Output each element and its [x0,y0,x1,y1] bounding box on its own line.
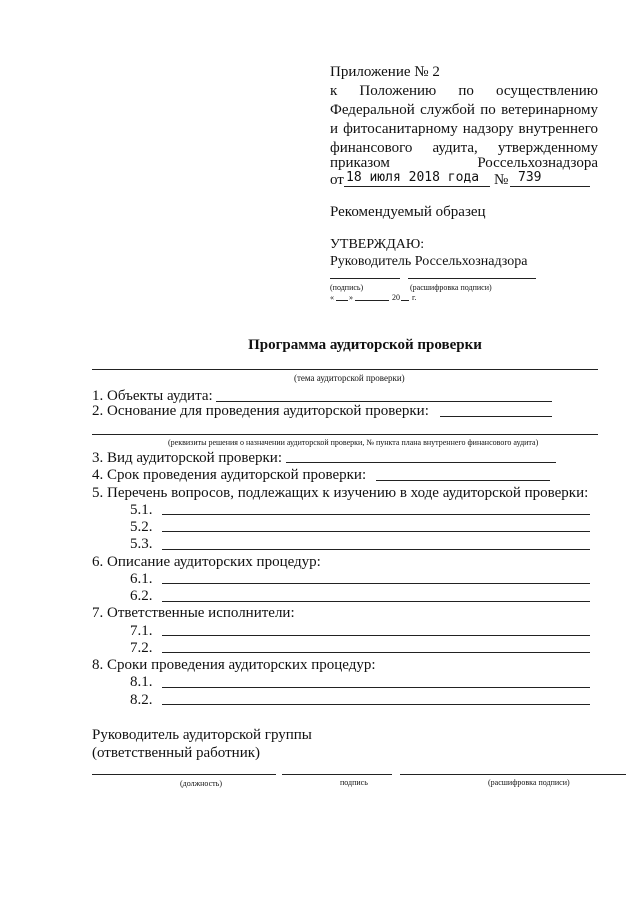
approve-decode-caption: (расшифровка подписи) [410,283,492,292]
appendix-word: приказом [330,155,390,171]
sub-item-6-1: 6.1. [130,571,153,587]
appendix-word: аудита, [432,140,478,156]
appendix-date: 18 июля 2018 года [346,170,480,185]
sub-item-7-1-line [162,635,590,636]
appendix-word: по [458,83,474,99]
sub-item-8-1-line [162,687,590,688]
approve-position: Руководитель Россельхознадзора [330,254,528,269]
sub-item-7-2-line [162,652,590,653]
approve-sign-caption: (подпись) [330,283,364,292]
sub-item-6-2: 6.2. [130,588,153,604]
appendix-line-2 [330,82,598,101]
appendix-date-line [344,186,490,187]
approve-date-close: » [349,293,353,302]
approve-day-line [336,300,348,301]
appendix-number: 739 [518,170,542,185]
item-term-line [376,480,550,481]
item-objects-label: 1. Объекты аудита: [92,388,213,404]
sub-item-5-2: 5.2. [130,519,153,535]
approve-decode-line [408,278,536,279]
item-executors-label: 7. Ответственные исполнители: [92,605,295,621]
sub-item-8-2: 8.2. [130,692,153,708]
footer-subhead: (ответственный работник) [92,745,261,761]
approve-date-open: « [330,293,334,302]
item-type-label: 3. Вид аудиторской проверки: [92,450,283,466]
appendix-line-3: Федеральной службой по ветеринарному [330,102,598,118]
appendix-word: Положению [359,83,437,99]
topic-line [92,369,598,370]
footer-head: Руководитель аудиторской группы [92,727,312,743]
page-title: Программа аудиторской проверки [248,337,482,353]
appendix-from-prefix: от [330,172,344,188]
appendix-word: к [330,83,338,99]
item-term-label: 4. Срок проведения аудиторской проверки: [92,467,367,483]
sub-item-5-1: 5.1. [130,502,153,518]
footer-position-caption: (должность) [180,779,222,788]
sub-item-7-2: 7.2. [130,640,153,656]
item-basis-line-2 [92,434,598,435]
appendix-number-prefix: № [494,172,509,188]
topic-caption: (тема аудиторской проверки) [294,373,405,383]
footer-decode-line [400,774,626,775]
sub-item-7-1: 7.1. [130,623,153,639]
approve-month-line [355,300,389,301]
item-basis-line [440,416,552,417]
sub-item-6-2-line [162,601,590,602]
sample-label: Рекомендуемый образец [330,204,486,220]
approve-year-suffix: г. [412,293,417,302]
footer-decode-caption: (расшифровка подписи) [488,778,570,787]
item-deadlines-label: 8. Сроки проведения аудиторских процедур: [92,657,376,673]
item-basis-label: 2. Основание для проведения аудиторской проверки: [92,403,429,419]
sub-item-8-1: 8.1. [130,674,153,690]
approve-year: 20 [392,293,400,302]
appendix-line-4: и фитосанитарному надзору внутреннего [330,121,598,137]
approve-heading: УТВЕРЖДАЮ: [330,237,425,252]
footer-position-line [92,774,276,775]
sub-item-8-2-line [162,704,590,705]
sub-item-5-1-line [162,514,590,515]
appendix-number-line [510,186,590,187]
appendix-word: осуществлению [496,83,598,99]
item-type-line [286,462,556,463]
item-questions-label: 5. Перечень вопросов, подлежащих к изучению в ходе аудиторской проверки: [92,485,589,501]
sub-item-6-1-line [162,583,590,584]
footer-sign-line [282,774,392,775]
footer-sign-caption: подпись [340,778,368,787]
item-procedures-label: 6. Описание аудиторских процедур: [92,554,321,570]
approve-sign-line [330,278,400,279]
appendix-word: финансового [330,140,413,156]
sub-item-5-3: 5.3. [130,536,153,552]
appendix-title: Приложение № 2 [330,64,440,80]
sub-item-5-2-line [162,531,590,532]
item-basis-caption: (реквизиты решения о назначении аудиторской проверки, № пункта плана внутреннего финансового аудита) [168,438,539,447]
approve-year-line [401,300,409,301]
appendix-word: утвержденному [497,140,598,156]
sub-item-5-3-line [162,549,590,550]
appendix-word: Россельхознадзора [477,155,598,171]
